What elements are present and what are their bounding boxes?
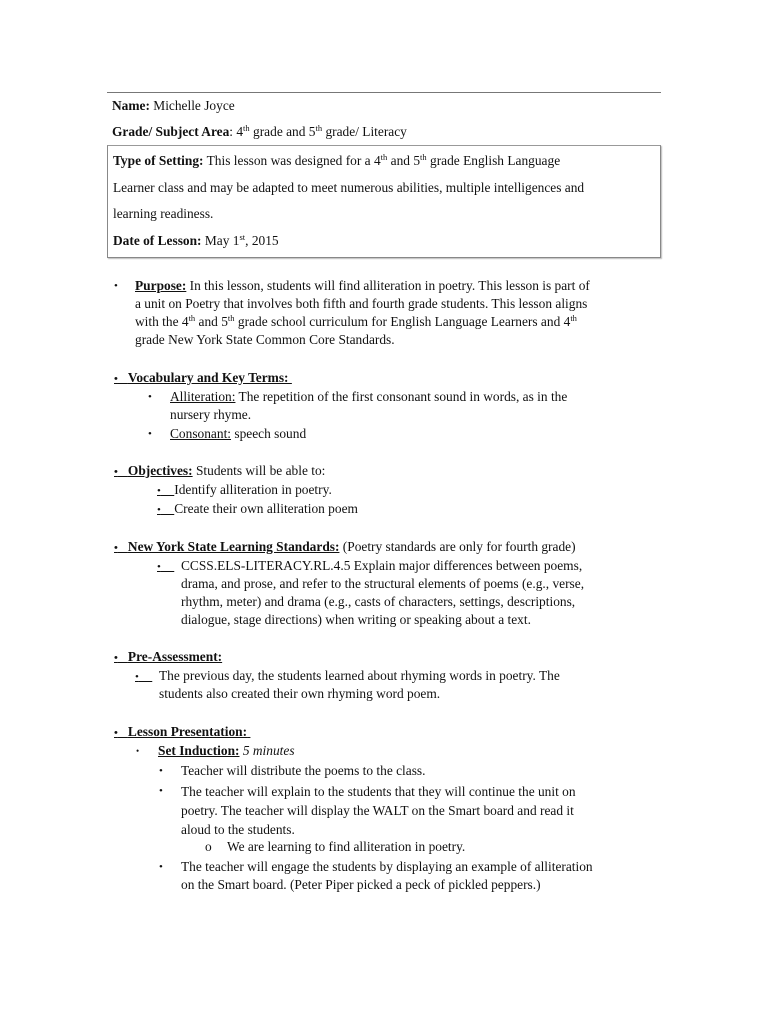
bullet-icon: •: [114, 373, 118, 385]
bullet-icon: •: [159, 785, 163, 797]
bullet-icon: •: [159, 765, 163, 777]
objective-item: • Create their own alliteration poem: [157, 501, 358, 516]
standards-text: CCSS.ELS-LITERACY.RL.4.5 Explain major differences between poems, drama, and prose, and refer to the structural elements of poems (e.g., verse, rhythm, meter) and drama (e.g., casts of characters, settings, descriptions, dialogue, stage directions) when writing or speaking about a text.: [181, 558, 585, 627]
grade-label: Grade/ Subject Area: [112, 124, 230, 139]
setting-label: Type of Setting:: [113, 153, 204, 168]
walt-statement: We are learning to find alliteration in poetry.: [227, 839, 466, 854]
standards-heading: • New York State Learning Standards: (Poetry standards are only for fourth grade): [114, 539, 576, 554]
bullet-icon: •: [136, 746, 140, 756]
name-value: Michelle Joyce: [149, 98, 235, 113]
vocab-item-consonant: Consonant: speech sound: [170, 426, 307, 441]
bullet-icon: •: [157, 485, 161, 497]
set-induction-label: Set Induction:: [158, 743, 240, 758]
standards-label: New York State Learning Standards:: [127, 539, 340, 554]
grade-row: Grade/ Subject Area: 4th grade and 5th grade/ Literacy: [112, 123, 407, 139]
bullet-icon: •: [157, 504, 161, 516]
setting-box: [107, 145, 661, 258]
standards-bullet: [157, 557, 174, 576]
bullet-icon: •: [114, 652, 118, 664]
lesson-header-table: [107, 92, 661, 258]
setting-line-3: learning readiness.: [113, 206, 214, 221]
vocab-item-alliteration: Alliteration: The repetition of the first consonant sound in words, as in the nursery rhyme.: [170, 389, 568, 422]
set-induction: [158, 742, 295, 760]
bullet-icon: •: [148, 428, 152, 440]
bullet-icon: •: [114, 542, 118, 554]
term-alliteration: Alliteration:: [170, 389, 236, 404]
set-induction-time: 5 minutes: [239, 743, 295, 758]
preassessment-label: Pre-Assessment:: [127, 649, 223, 664]
name-row: [107, 93, 661, 119]
term-consonant: Consonant:: [170, 426, 232, 441]
lesson-item: The teacher will engage the students by displaying an example of alliteration on the Smart board. (Peter Piper picked a peck of pickled peppers.): [181, 859, 593, 892]
setting-line-2: Learner class and may be adapted to meet numerous abilities, multiple intelligences and: [113, 179, 585, 195]
bullet-icon: •: [114, 466, 118, 478]
objectives-label: Objectives:: [127, 463, 193, 478]
circle-bullet-icon: o: [205, 839, 212, 854]
preassessment-text: The previous day, the students learned about rhyming words in poetry. The students also created their own rhyming word poem.: [159, 668, 560, 701]
lesson-item: Teacher will distribute the poems to the class.: [181, 763, 426, 778]
vocab-heading: [114, 369, 292, 388]
lesson-heading: [114, 723, 250, 742]
objective-item: • Identify alliteration in poetry.: [157, 482, 332, 497]
preassessment-bullet: [135, 667, 152, 686]
purpose-section: Purpose: In this lesson, students will find alliteration in poetry. This lesson is part of a unit on Poetry that involves both fifth and fourth grade students. This lesson aligns with the 4th and 5th grade school curriculum for English Language Learners and 4th grade New York State Common Core Standards.: [135, 278, 590, 347]
bullet-icon: •: [157, 561, 161, 573]
objectives-heading: • Objectives: Students will be able to:: [114, 463, 326, 478]
lesson-item: The teacher will explain to the students that they will continue the unit on poetry. The teacher will display the WALT on the Smart board and read it aloud to the students.: [181, 784, 576, 837]
bullet-icon: •: [148, 391, 152, 403]
purpose-label: Purpose:: [135, 278, 187, 293]
lesson-label: Lesson Presentation:: [127, 724, 248, 739]
preassessment-heading: [114, 648, 222, 667]
name-label: Name:: [112, 98, 150, 113]
bullet-icon: •: [159, 861, 163, 873]
vocab-label: Vocabulary and Key Terms:: [127, 370, 289, 385]
setting-line-1: Type of Setting: This lesson was designed for a 4th and 5th grade English Language: [113, 152, 561, 168]
date-row: Date of Lesson: May 1st, 2015: [113, 231, 279, 248]
bullet-icon: •: [135, 671, 139, 683]
bullet-icon: •: [114, 727, 118, 739]
bullet-icon: •: [114, 280, 118, 292]
date-label: Date of Lesson:: [113, 232, 202, 248]
